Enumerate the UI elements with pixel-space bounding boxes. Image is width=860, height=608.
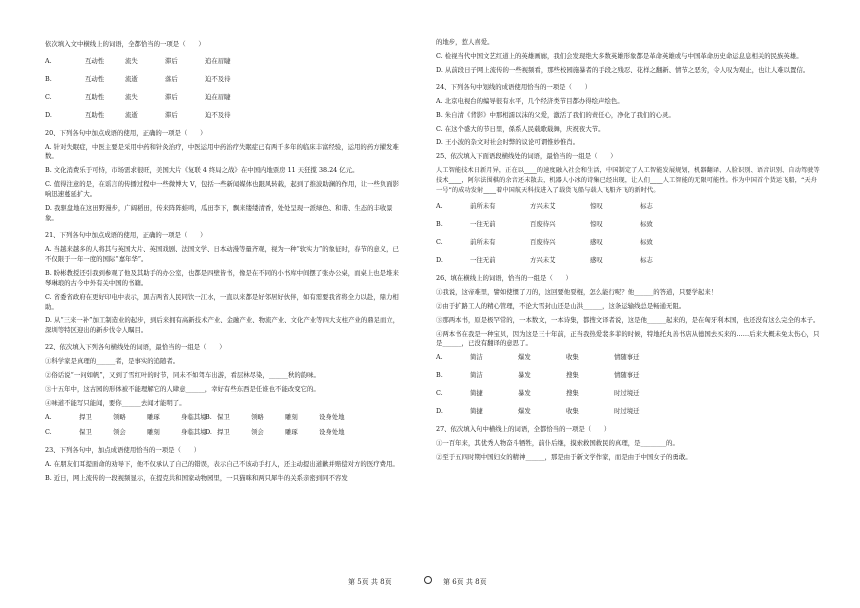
q20-stem: 20、下列各句中加点成语的使用，正确的一项是（ ） — [45, 128, 207, 137]
q26-line-3: ③那两本书，原是极罕常的，一本数文，一本诗集，都搜文译者说，这是他______起来的，是在匈牙利本国，也还没有这么完全的本子。 — [436, 315, 820, 324]
option-label: C. — [45, 92, 52, 101]
option-word: 标志 — [640, 202, 653, 211]
option-word: 收集 — [566, 353, 579, 362]
q26-option-c — [436, 389, 820, 399]
option-label: C. — [45, 427, 52, 436]
option-word: 标致 — [640, 220, 653, 229]
option-word: 捍卫 — [217, 427, 230, 436]
q23-continuation: 的地步，惹人喜爱。 — [436, 38, 494, 46]
right-column — [436, 38, 820, 467]
page-number-right: 第 6页 共 8页 — [443, 578, 487, 586]
option-word: 收集 — [566, 407, 579, 416]
option-word: 身临其境 — [181, 427, 207, 436]
option-word: 标志 — [640, 255, 653, 264]
option-label: B. — [436, 220, 443, 229]
option-word: 一往无前 — [470, 220, 496, 229]
option-word: 身临其境 — [181, 412, 207, 421]
q26-line-1: ①我说，这帝难里，譬如使惯了刀的，这回要他耍棍，怎么能行呢？他______的答道，只要学起来！ — [436, 287, 718, 296]
option-word: 保卫 — [217, 412, 230, 421]
q25-option-b — [436, 220, 820, 230]
right-page — [430, 0, 860, 608]
option-word: 设身处地 — [319, 427, 345, 436]
option-word: 雕琢 — [285, 427, 298, 436]
option-word: 一往无前 — [470, 255, 496, 264]
option-label: A. — [436, 353, 443, 362]
q23-option-d: D. 从前段日子网上流传的一些视频看，那些校园施暴者的手段之残忍、花样之翻新、情节之恶劣，令人叹为观止，也让人难以置信。 — [436, 65, 810, 74]
option-word: 滞后 — [165, 110, 178, 119]
option-word: 时过境迁 — [614, 389, 640, 398]
option-word: 流失 — [125, 92, 138, 101]
q21-stem: 21、下列各句中加点成语的使用，正确的一项是（ ） — [45, 230, 207, 239]
q21-option-b: B. 盼彬教授还引我到参观了他及其助手的办公室，也都是四壁皆书，像是在不同的小书库中间摆了张办公桌，而桌上也是堆来琴琳琅的古今中外有关中国的书籍。 — [45, 268, 399, 287]
option-word: 捍卫 — [79, 412, 92, 421]
q23-option-b: B. 近日，网上流传的一段视频显示，在提克共和国家动物园里，一只猫咪和两只犀牛的关系亲密到同不容发 — [45, 473, 348, 482]
option-word: 爆发 — [518, 353, 531, 362]
option-word: 前所未有 — [470, 202, 496, 211]
q19-option-a — [45, 57, 405, 67]
q25-stem: 25、依次填入下面语段横线处的词语，最恰当的一组是（ ） — [436, 152, 617, 161]
q19-option-c — [45, 93, 405, 103]
option-word: 落后 — [165, 74, 178, 83]
q19-options — [45, 57, 405, 121]
option-word: 互助性 — [85, 110, 105, 119]
option-word: 保卫 — [79, 427, 92, 436]
option-word: 情随事迁 — [614, 353, 640, 362]
q24-option-b: B. 朱自清《背影》中那相濡以沫的父爱，激活了我们的责任心，净化了我们的心灵。 — [436, 110, 675, 119]
option-label: B. — [436, 371, 443, 380]
q22-line-4: ④味道不能写只能闻，要你______去闻才能明了。 — [45, 398, 186, 407]
q22-line-1: ①科学家是真理的______者，是事实的追随者。 — [45, 357, 180, 366]
q20-option-b: B. 文化消费乐于可恃，市场需求很旺，美国大片《复联 4 终局之战》在中国内地票房 11 天狂揽 38.24 亿元。 — [45, 166, 359, 175]
option-word: 互动性 — [85, 74, 105, 83]
option-word: 感叹 — [590, 237, 603, 246]
option-word: 惊叹 — [590, 220, 603, 229]
option-word: 滞后 — [165, 92, 178, 101]
q25-option-c — [436, 238, 820, 248]
q24-option-d: D. 王小波的杂文对社会时弊的议论可谓惟妙惟肖。 — [436, 138, 580, 147]
page-number-left: 第 5页 共 8页 — [348, 578, 392, 586]
option-word: 前所未有 — [470, 237, 496, 246]
option-word: 领会 — [113, 427, 126, 436]
q20-option-a: A. 针对失眠症，中医主要是采用中药和针灸治疗，中医运用中药治疗失眠症已有两千多年的临床丰富经验，运用的药方擢发难数。 — [45, 142, 399, 161]
q24-stem: 24、下列各句中划线的成语使用恰当的一项是（ ） — [436, 82, 592, 91]
option-label: D. — [45, 110, 52, 119]
option-word: 暴发 — [518, 371, 531, 380]
option-word: 感叹 — [590, 255, 603, 264]
option-word: 搜集 — [566, 389, 579, 398]
q22-options-cd — [45, 428, 405, 438]
option-word: 简洁 — [470, 353, 483, 362]
q25-option-a — [436, 202, 820, 212]
option-word: 情随事迁 — [614, 371, 640, 380]
option-word: 暴发 — [518, 389, 531, 398]
option-word: 百废待兴 — [530, 220, 556, 229]
option-word: 领略 — [113, 412, 126, 421]
option-label: C. — [436, 389, 443, 398]
option-label: D. — [436, 255, 443, 264]
q23-stem: 23、下列各句中，加点成语使用恰当的一项是（ ） — [45, 445, 201, 454]
option-label: A. — [45, 56, 52, 65]
q26-option-b — [436, 371, 820, 381]
q21-option-c: C. 省委省政府在更好印电中表示，黑吉两省人民同饮一江水，一直以来都是好邻居好伙伴，如有需要我省将全力以赴，鼎力相助。 — [45, 292, 399, 311]
q21-option-d: D. 从“三来一补”加工制造业的起步，到后来拥有高新技术产业、金融产业、物流产业、文化产业等四大支柱产业的鼎足而立，深圳等特区迎出的新步伐令人瞩目。 — [45, 316, 400, 335]
left-column — [45, 40, 405, 488]
option-word: 惊叹 — [590, 202, 603, 211]
option-word: 追在眉睫 — [205, 56, 231, 65]
option-label: A. — [436, 202, 443, 211]
option-word: 迫不及待 — [205, 74, 231, 83]
option-word: 标致 — [640, 237, 653, 246]
binding-hole-icon — [424, 576, 432, 584]
q25-passage: 人工智能技术日新月异，正在以____的速度融入社会和生活，中国制定了人工智能发展规划，机器翻译、人脸识别、语音识别、自动驾驶等技术____，阿尔法围棋的余音还未散去，机器人小冰的诗集已经出现，让人们____人工智能的无限可能性。作为中国首个货运飞船，“天舟一号”的成功发射____着中国航天科技进入了载货飞船与载人飞船齐飞的新时代。 — [436, 167, 820, 194]
q27-stem: 27、依次填入句中横线上的词语，全都恰当的一项是（ ） — [436, 425, 611, 434]
q23-option-c: C. 检视当代中国文艺红道上的英雄画廊，我们会发现绝大多数英雄形象都是革命英雄或与中国革命历史命运息息相关的民族英雄。 — [436, 51, 803, 60]
option-word: 流失 — [125, 56, 138, 65]
option-word: 简捷 — [470, 407, 483, 416]
q19-option-b — [45, 75, 405, 85]
option-word: 雕刻 — [147, 427, 160, 436]
q23-option-a: A. 在朋友们耳提面命的劝导下，他不仅承认了自己的错误，表示自己不该动手打人，还主动提出道歉并赔偿对方的医疗费用。 — [45, 459, 399, 468]
option-word: 互助性 — [85, 92, 105, 101]
option-label: A. — [45, 412, 52, 421]
q26-line-4: ④两本书在我是一种宝贝，因为这是三十年前，正当我热爱裴多菲的时候，特地托丸善书店从德国去买来的……后来大概未免太伤心，只是______，已没有翻译的意思了。 — [436, 329, 820, 348]
option-word: 简捷 — [470, 389, 483, 398]
option-label: D. — [205, 427, 212, 436]
q25-option-d — [436, 256, 820, 266]
q20-option-c: C. 值得注意的是，在谣言的传播过程中一些微博大 V，包括一些新闻媒体也跟风转载，起到了推波助澜的作用，让一些负面影响迅速蔓延扩大。 — [45, 180, 400, 199]
option-word: 领会 — [251, 427, 264, 436]
q19-stem: 依次填入文中横线上的词语，全都恰当的一项是（ ） — [45, 40, 205, 48]
q22-line-2: ②俗话说“一问如帆”，又到了雪红叶的时节，同未不如驾车出游，看层林尽染，______秋的韵味。 — [45, 371, 320, 380]
q20-option-d: D. 我驱盘地在这田野漫步，广阔稻田，传来阵阵蛙鸣，瓜田李下，飘来缕缕清香，处处呈现一派绿色、和谐、生态的丰收景象。 — [45, 204, 393, 223]
q26-line-2: ②由于扩路工人的精心管理，不论大雪封山还是山洪______，这条运输线总是畅通无阻。 — [436, 301, 686, 310]
option-word: 简洁 — [470, 371, 483, 380]
q21-option-a: A. 当越来越多的人将其与英国大片、英国戏剧、法国文学、日本动漫等量齐观，视为一种“软实力”的象征时，春节的意义，已不仅限于一年一度的国际“嘉年华”。 — [45, 244, 399, 263]
q27-line-2: ②至于五四时期中国妇女的精神______，那是由于新文学作家，而是由于中国女子的勇敢。 — [436, 452, 692, 461]
option-label: B. — [205, 412, 212, 421]
option-word: 雕刻 — [285, 412, 298, 421]
option-label: B. — [45, 74, 52, 83]
option-word: 迫不及待 — [205, 110, 231, 119]
q22-line-3: ③十五年中，这古园的形体被不能理解它的人肆意______，幸好有些东西是任谁也不能改变它的。 — [45, 385, 320, 394]
option-word: 爆发 — [518, 407, 531, 416]
option-word: 搜集 — [566, 371, 579, 380]
q26-stem: 26、填在横线上的词语，恰当的一组是（ ） — [436, 273, 572, 282]
q24-option-a: A. 北京电视台的编导很有水平，几个经济类节目都办得绘声绘色。 — [436, 96, 624, 105]
q27-line-1: ①一百年来，其优秀人物奋斗牺牲，前仆后继，摸索救国救民的真理，是________的。 — [436, 438, 679, 447]
q19-option-d — [45, 111, 405, 121]
option-label: C. — [436, 237, 443, 246]
option-word: 设身处地 — [319, 412, 345, 421]
q22-stem: 22、依次填入下列各句横线处的词语，最恰当的一组是（ ） — [45, 343, 226, 352]
option-word: 迫在眉睫 — [205, 92, 231, 101]
option-word: 百废待兴 — [530, 237, 556, 246]
option-word: 流逝 — [125, 74, 138, 83]
option-word: 方兴未艾 — [530, 255, 556, 264]
q26-option-a — [436, 353, 820, 363]
option-word: 互动性 — [85, 56, 105, 65]
option-word: 领略 — [251, 412, 264, 421]
option-word: 滞后 — [165, 56, 178, 65]
option-word: 时过境迁 — [614, 407, 640, 416]
option-word: 雕琢 — [147, 412, 160, 421]
q24-option-c: C. 在这个盛大的节日里，係系人民载歌载舞，庆祝夜大节。 — [436, 124, 605, 133]
option-word: 流逝 — [125, 110, 138, 119]
option-label: D. — [436, 407, 443, 416]
q26-option-d — [436, 407, 820, 417]
option-word: 方兴未艾 — [530, 202, 556, 211]
q22-options-ab — [45, 413, 405, 423]
